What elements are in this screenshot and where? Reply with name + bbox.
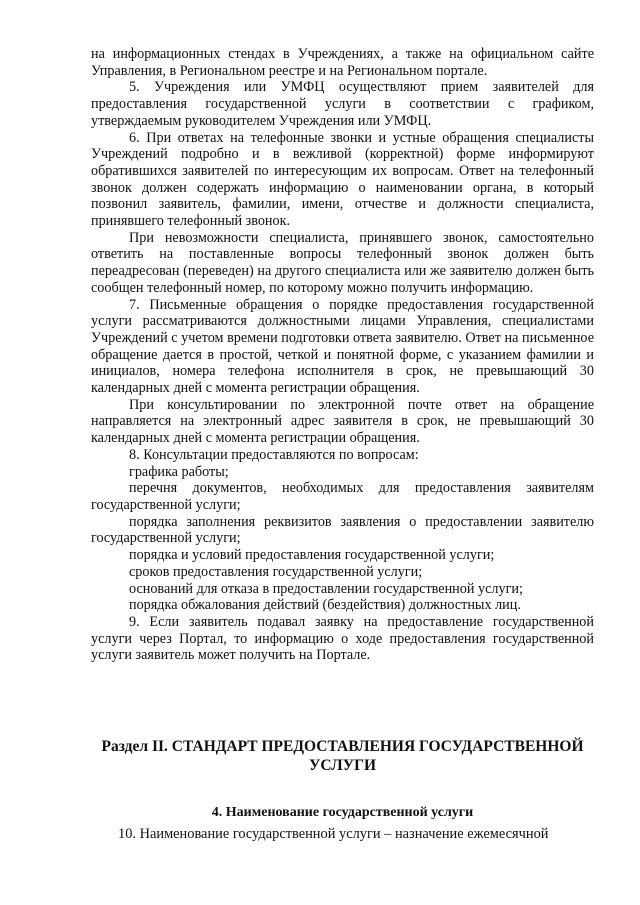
paragraph-5: 5. Учреждения или УМФЦ осуществляют прием заявителей для предоставления государственной услуги в соответствии с графиком, утверждаемым руководителем Учреждения или УМФЦ.	[91, 79, 594, 129]
paragraph-6: 6. При ответах на телефонные звонки и устные обращения специалисты Учреждений подробно и в вежливой (корректной) форме информируют обратившихся заявителей по интересующим их вопросам. Ответ на телефонный звонок должен содержать информацию о наименовании органа, в который позвонил заявитель, фамилии, имени, отчестве и должности специалиста, принявшего телефонный звонок.	[91, 129, 594, 230]
paragraph: При невозможности специалиста, принявшего звонок, самостоятельно ответить на поставленные вопросы телефонный звонок должен быть переадресован (переведен) на другого специалиста или же заявителю должен быть сообщен телефонный номер, по которому можно получить информацию.	[91, 229, 594, 296]
paragraph: на информационных стендах в Учреждениях, а также на официальном сайте Управления, в Региональном реестре и на Региональном портале.	[91, 46, 594, 79]
paragraph: При консультировании по электронной почте ответ на обращение направляется на электронный адрес заявителя в срок, не превышающий 30 календарных дней с момента регистрации обращения.	[91, 396, 594, 447]
list-item: графика работы;	[129, 463, 229, 480]
subsection-title: 4. Наименование государственной услуги	[211, 805, 474, 820]
paragraph-8: 8. Консультации предоставляются по вопросам:	[129, 446, 419, 463]
section-title: Раздел II. СТАНДАРТ ПРЕДОСТАВЛЕНИЯ ГОСУДАРСТВЕННОЙ УСЛУГИ	[101, 738, 584, 774]
list-item: порядка заполнения реквизитов заявления о предоставлении заявителю государственной услуги;	[91, 513, 594, 547]
list-item: порядка и условий предоставления государственной услуги;	[129, 547, 495, 564]
paragraph-10: 10. Наименование государственной услуги – назначение ежемесячной	[118, 826, 549, 842]
list-item: перечня документов, необходимых для предоставления заявителям государственной услуги;	[91, 480, 594, 513]
paragraph-9: 9. Если заявитель подавал заявку на предоставление государственной услуги через Портал, то информацию о ходе предоставления государственной услуги заявитель может получить на Портале.	[91, 613, 594, 664]
list-item: оснований для отказа в предоставлении государственной услуги;	[129, 580, 523, 597]
list-item: сроков предоставления государственной услуги;	[129, 563, 423, 580]
body-text	[91, 46, 594, 664]
list-item: порядка обжалования действий (бездействия) должностных лиц.	[129, 597, 521, 614]
paragraph-7: 7. Письменные обращения о порядке предоставления государственной услуги рассматриваются должностными лицами Управления, специалистами Учреждений с учетом времени подготовки ответа заявителю. Ответ на письменное обращение дается в простой, четкой и понятной форме, с указанием фамилии и инициалов, номера телефона исполнителя в срок, не превышающий 30 календарных дней с момента регистрации обращения.	[91, 296, 594, 397]
